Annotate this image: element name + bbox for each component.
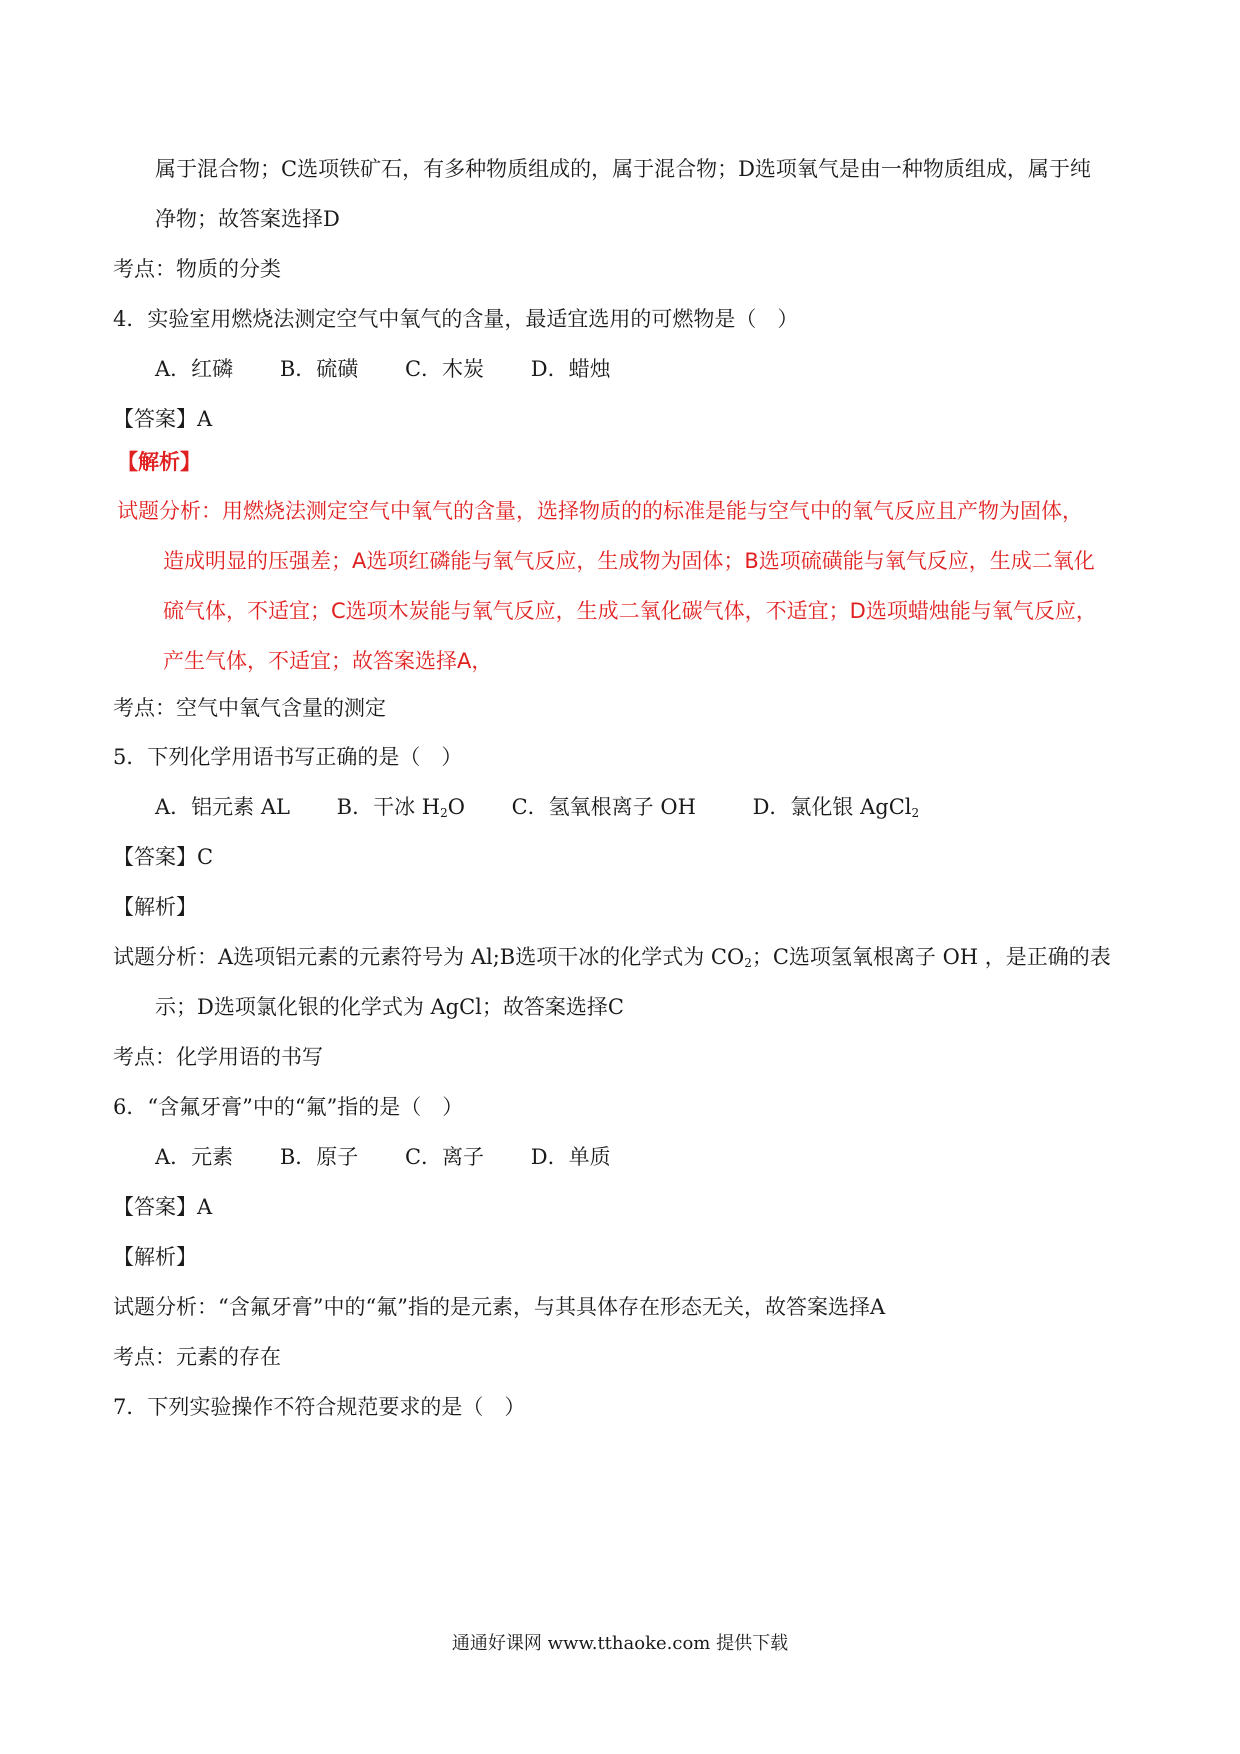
keypoint-line: 考点：物质的分类 [113,257,281,281]
keypoint-line: 考点：元素的存在 [113,1345,281,1369]
analysis-heading: 【解析】 [113,1245,197,1269]
option-a: A．元素 [155,1145,234,1169]
analysis-line-red: 造成明显的压强差；A选项红磷能与氧气反应，生成物为固体；B选项硫磺能与氧气反应，生成二氧化 [163,549,1095,573]
option-c: C．离子 [404,1145,485,1169]
answer-line: 【答案】C [113,845,214,869]
keypoint-line: 考点：空气中氧气含量的测定 [113,696,386,720]
analysis-line-red: 硫气体，不适宜；C选项木炭能与氧气反应，生成二氧化碳气体，不适宜；D选项蜡烛能与氧气反应， [163,599,1097,623]
text-line: 净物；故答案选择D [155,207,340,231]
option-b: B．干冰 $H_2O$ [336,795,465,820]
option-c: C．氢氧根离子 OH [511,795,696,819]
answer-line: 【答案】A [113,407,213,431]
option-d: D．蜡烛 [530,357,611,381]
option-a: A．红磷 [155,357,234,381]
option-a: A．铝元素 AL [155,795,290,819]
analysis-line: 试题分析：“含氟牙膏”中的“氟”指的是元素，与其具体存在形态无关，故答案选择A [113,1295,886,1319]
analysis-line-red: 产生气体，不适宜；故答案选择A， [163,649,493,673]
text-line: 属于混合物；C选项铁矿石，有多种物质组成的，属于混合物；D选项氧气是由一种物质组成，属于纯 [155,157,1091,181]
question-6-stem: 6．“含氟牙膏”中的“氟”指的是（ ） [113,1095,464,1119]
analysis-heading: 【解析】 [117,450,201,474]
analysis-line: 示；D选项氯化银的化学式为 AgCl；故答案选择C [155,995,624,1019]
question-5-stem: 5．下列化学用语书写正确的是（ ） [113,745,463,769]
analysis-heading: 【解析】 [113,895,197,919]
question-4-stem: 4．实验室用燃烧法测定空气中氧气的含量，最适宜选用的可燃物是（ ） [113,307,799,331]
question-7-stem: 7．下列实验操作不符合规范要求的是（ ） [113,1395,526,1419]
question-5-options [155,793,919,821]
page-footer: 通通好课网 www.tthaoke.com 提供下载 [451,1633,789,1654]
keypoint-line: 考点：化学用语的书写 [113,1045,323,1069]
analysis-line-red: 试题分析：用燃烧法测定空气中氧气的含量，选择物质的的标准是能与空气中的氧气反应且产物为固体， [117,499,1083,523]
option-d: D．单质 [530,1145,611,1169]
answer-line: 【答案】A [113,1195,213,1219]
option-b: B．硫磺 [279,357,359,381]
question-6-options [155,1143,611,1171]
option-d: D．氯化银 AgCl$_2$ [752,795,920,820]
option-c: C．木炭 [404,357,485,381]
option-b: B．原子 [279,1145,359,1169]
question-4-options [155,355,611,383]
analysis-line: 试题分析：A选项铝元素的元素符号为 Al;B选项干冰的化学式为 $CO_2$；C选项氢氧根离子 OH ，是正确的表 [113,945,1111,970]
